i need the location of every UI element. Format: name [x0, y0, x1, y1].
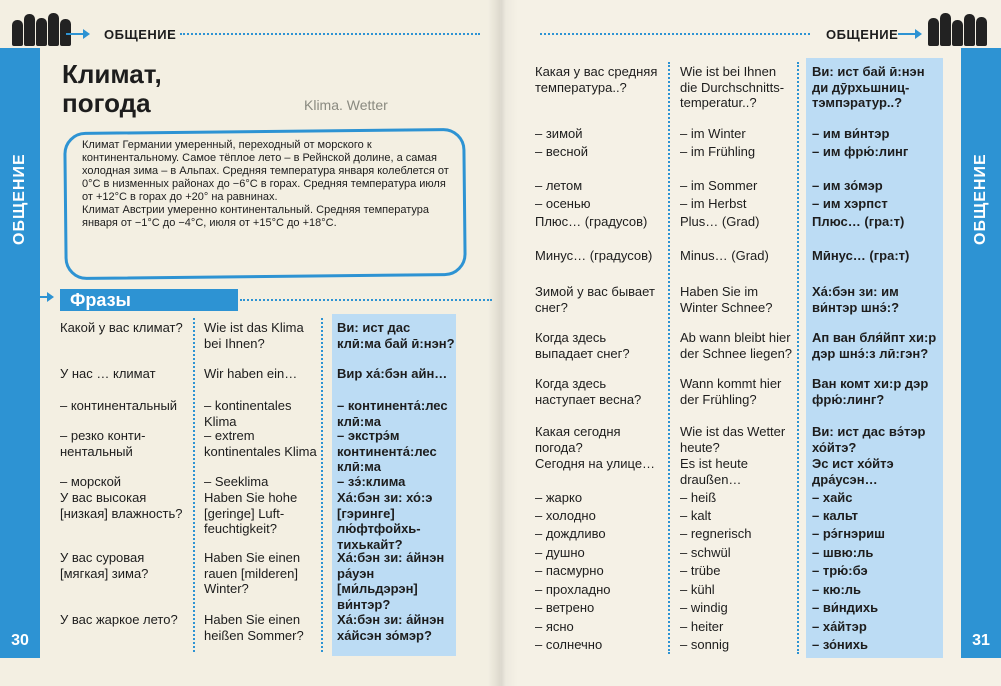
phrase-russian: Когда здесь наступает весна? [535, 376, 642, 407]
right-side-tab-label: ОБЩЕНИЕ [972, 153, 989, 245]
right-column-divider-2 [797, 62, 799, 654]
phrase-russian: Сегодня на улице… [535, 456, 656, 471]
phrase-pronunciation: – им зо́мэр [812, 178, 883, 193]
left-side-tab-label: ОБЩЕНИЕ [11, 153, 28, 245]
phrase-german: Wie ist bei Ihnen die Durchschnittstemperatur..? [680, 64, 785, 110]
phrase-german: Es ist heute draußen… [680, 456, 748, 487]
phrase-german: Plus… (Grad) [680, 214, 760, 229]
phrase-russian: – ясно [535, 619, 574, 634]
phrase-pronunciation: Ван комт хи:р дэр фрю́:линг? [812, 376, 929, 407]
phrase-german: – im Winter [680, 126, 746, 141]
phrase-pronunciation: – рэ́гнэриш [812, 526, 886, 541]
phrase-german: Minus… (Grad) [680, 248, 769, 263]
phrase-pronunciation: – хайс [812, 490, 853, 505]
phrase-german: – im Frühling [680, 144, 756, 159]
page-subtitle: Klima. Wetter [304, 97, 388, 113]
phrase-russian: – дождливо [535, 526, 606, 541]
climate-info-text [82, 139, 452, 230]
phrase-pronunciation: Ха́:бэн зи: им ви́нтэр шнэ́:? [812, 284, 900, 315]
phrase-pronunciation: – зо́нихь [812, 637, 868, 652]
right-side-tab [961, 48, 1001, 658]
phrase-german: – extrem kontinentales Klima [204, 428, 317, 459]
section-title: Фразы [60, 289, 238, 311]
phrase-german: – schwül [680, 545, 731, 560]
phrase-russian: – холодно [535, 508, 596, 523]
phrase-pronunciation: Ви: ист дас клӣ:ма бай ӣ:нэн? [337, 320, 455, 351]
phrase-german: Haben Sie einen heißen Sommer? [204, 612, 304, 643]
phrase-russian: У вас высокая [низкая] влажность? [60, 490, 183, 521]
phrase-german: Wie ist das Wetter heute? [680, 424, 786, 455]
phrase-pronunciation: Ха́:бэн зи: хо́:э [гэринге] лю́фтфойхьтихькайт? [337, 490, 433, 552]
phrase-german: – windig [680, 600, 728, 615]
right-header-arrow-icon [898, 33, 920, 35]
phrase-german: Haben Sie einen rauen [milderen] Winter? [204, 550, 301, 596]
phrase-german: Haben Sie hohe [geringe] Luftfeuchtigkeit? [204, 490, 298, 536]
phrase-german: – kühl [680, 582, 715, 597]
people-group-icon [12, 10, 72, 46]
phrase-pronunciation: – трю́:бэ [812, 563, 868, 578]
phrase-russian: Какая сегодня погода? [535, 424, 621, 455]
phrase-russian: – ветрено [535, 600, 595, 615]
phrase-russian: Какой у вас климат? [60, 320, 183, 335]
page-title-line-1: Климат, [62, 59, 162, 89]
phrase-pronunciation: – кальт [812, 508, 859, 523]
phrase-russian: – зимой [535, 126, 583, 141]
phrase-russian: – весной [535, 144, 589, 159]
phrase-pronunciation: Ви: ист бай ӣ:нэн ди дӯрхьшництэмпэратур..? [812, 64, 925, 110]
phrase-russian: Плюс… (градусов) [535, 214, 648, 229]
phrase-german: – trübe [680, 563, 721, 578]
left-running-header: ОБЩЕНИЕ [104, 27, 177, 42]
phrase-russian: – континентальный [60, 398, 178, 413]
phrase-pronunciation: Ха́:бэн зи: а́йнэн ра́уэн [ми́льдэрэн] ви́нтэр? [337, 550, 445, 612]
phrase-german: – kontinentales Klima [204, 398, 292, 429]
phrase-german: – heiter [680, 619, 724, 634]
left-column-divider-2 [321, 318, 323, 652]
phrase-pronunciation: – ха́йтэр [812, 619, 867, 634]
page-title-line-2: погода [62, 88, 151, 118]
book-gutter [488, 0, 518, 686]
people-group-icon [928, 10, 988, 46]
left-header-arrow-icon [66, 33, 88, 35]
phrase-pronunciation: Ха́:бэн зи: а́йнэн ха́йсэн зо́мэр? [337, 612, 445, 643]
phrase-russian: – морской [60, 474, 122, 489]
right-running-header: ОБЩЕНИЕ [826, 27, 899, 42]
phrase-german: – sonnig [680, 637, 730, 652]
phrase-russian: – резко континентальный [60, 428, 146, 459]
phrase-russian: – летом [535, 178, 583, 193]
left-page-number: 30 [11, 632, 29, 649]
info-paragraph-austria: Климат Австрии умеренно континентальный. Средняя температура января от −1°C до −4°C, июля от +15°C до +18°C. [82, 204, 430, 229]
phrase-german: – im Herbst [680, 196, 747, 211]
phrase-german: Wir haben ein… [204, 366, 298, 381]
phrase-pronunciation: Мӣнус… (гра:т) [812, 248, 910, 263]
phrase-german: – Seeklima [204, 474, 269, 489]
phrase-russian: Когда здесь выпадает снег? [535, 330, 630, 361]
left-side-tab [0, 48, 40, 658]
phrase-pronunciation: – кю:ль [812, 582, 862, 597]
phrase-russian: У вас жаркое лето? [60, 612, 178, 627]
phrase-german: Wann kommt hier der Frühling? [680, 376, 782, 407]
phrase-russian: Какая у вас средняя температура..? [535, 64, 658, 95]
phrase-pronunciation: – им хэрпст [812, 196, 888, 211]
section-dotted-line [240, 299, 492, 301]
left-header-dotted-line [180, 33, 480, 35]
info-paragraph-germany: Климат Германии умеренный, переходный от морского к континентальному. Самое тёплое лето – в Рейнской долине, а самая холодная зима – в Альпах. Средняя температура января колеблется от 0°C в низменных районах до −6°C в горах. Средняя температура июля от +12°C в горах до +20° на равнинах. [82, 139, 449, 203]
phrase-pronunciation: Ви: ист дас вэ́тэр хо́йтэ? [812, 424, 926, 455]
phrase-german: Haben Sie im Winter Schnee? [680, 284, 773, 315]
phrase-pronunciation: – швю:ль [812, 545, 874, 560]
phrase-pronunciation: – ви́ндихь [812, 600, 879, 615]
phrase-pronunciation: – континента́:лес клӣ:ма [337, 398, 448, 429]
phrase-pronunciation: Вир ха́:бэн айн… [337, 366, 448, 381]
phrase-pronunciation: – им ви́нтэр [812, 126, 890, 141]
phrase-german: Wie ist das Klima bei Ihnen? [204, 320, 304, 351]
phrase-russian: – пасмурно [535, 563, 604, 578]
phrase-german: – heiß [680, 490, 717, 505]
phrase-german: – im Sommer [680, 178, 758, 193]
phrase-pronunciation: Плюс… (гра:т) [812, 214, 905, 229]
phrase-pronunciation: Ап ван бля́йпт хи:р дэр шнэ́:з лӣ:гэн? [812, 330, 937, 361]
phrase-russian: – душно [535, 545, 585, 560]
phrase-russian: – прохладно [535, 582, 611, 597]
phrase-russian: – жарко [535, 490, 583, 505]
phrase-pronunciation: – зэ́:клима [337, 474, 406, 489]
phrase-russian: – осенью [535, 196, 591, 211]
phrase-pronunciation: – экстрэ́м континента́:лес клӣ:ма [337, 428, 437, 474]
phrase-russian: У нас … климат [60, 366, 156, 381]
page-title [62, 60, 162, 118]
phrase-pronunciation: Эс ист хо́йтэ дра́усэн… [812, 456, 894, 487]
right-column-divider-1 [668, 62, 670, 654]
left-column-divider-1 [193, 318, 195, 652]
right-header-dotted-line [540, 33, 810, 35]
phrase-russian: – солнечно [535, 637, 603, 652]
phrase-german: Ab wann bleibt hier der Schnee liegen? [680, 330, 793, 361]
right-page-number: 31 [972, 632, 990, 649]
phrase-german: – regnerisch [680, 526, 752, 541]
phrase-russian: Зимой у вас бывает снег? [535, 284, 655, 315]
phrase-russian: Минус… (градусов) [535, 248, 653, 263]
phrase-russian: У вас суровая [мягкая] зима? [60, 550, 149, 581]
phrase-pronunciation: – им фрю́:линг [812, 144, 909, 159]
phrase-german: – kalt [680, 508, 712, 523]
section-arrow-icon [18, 296, 52, 298]
